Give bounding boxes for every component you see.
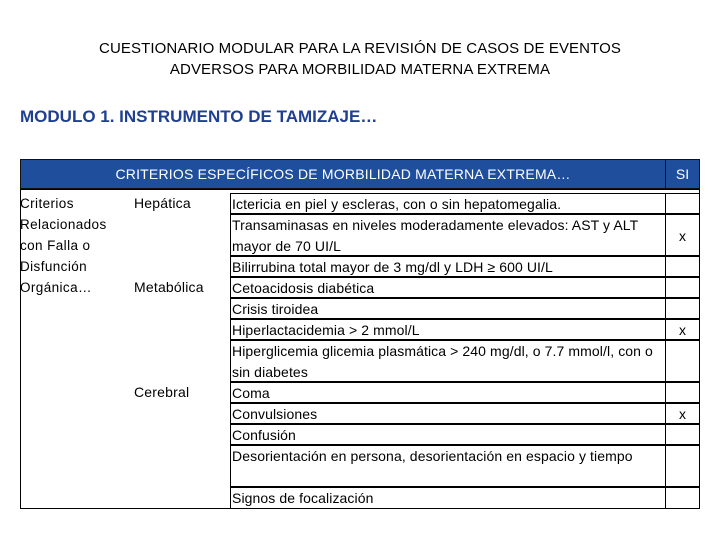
si-cell[interactable] <box>666 424 700 445</box>
criterion-cell: Bilirrubina total mayor de 3 mg/dl y LDH ≥ 600 UI/L <box>230 256 666 277</box>
criterion-cell: Signos de focalización <box>230 487 666 509</box>
system-hepatica: Hepática <box>134 195 191 211</box>
si-cell[interactable] <box>666 382 700 403</box>
si-cell[interactable] <box>666 487 700 509</box>
table-header-si <box>666 159 700 189</box>
criterion-cell: Coma <box>230 382 666 403</box>
header-criteria-label: CRITERIOS ESPECÍFICOS DE MORBILIDAD MATERNA EXTREMA… <box>115 166 571 182</box>
si-cell[interactable] <box>666 277 700 298</box>
si-cell[interactable] <box>666 193 700 214</box>
criterion-cell: Confusión <box>230 424 666 445</box>
title-line-1: CUESTIONARIO MODULAR PARA LA REVISIÓN DE CASOS DE EVENTOS <box>99 40 621 57</box>
si-cell[interactable]: x <box>666 403 700 424</box>
si-cell[interactable] <box>666 256 700 277</box>
si-cell[interactable] <box>666 340 700 382</box>
si-cell[interactable] <box>666 298 700 319</box>
system-cerebral: Cerebral <box>134 384 190 400</box>
criterion-cell: Convulsiones <box>230 403 666 424</box>
module-heading: MODULO 1. INSTRUMENTO DE TAMIZAJE… <box>20 107 378 126</box>
criterion-cell: Transaminasas en niveles moderadamente elevados: AST y ALT mayor de 70 UI/L <box>230 214 666 256</box>
criterion-cell: Crisis tiroidea <box>230 298 666 319</box>
criterion-cell: Ictericia en piel y escleras, con o sin hepatomegalia. <box>230 193 666 214</box>
si-cell[interactable]: x <box>666 319 700 340</box>
criterion-cell: Cetoacidosis diabética <box>230 277 666 298</box>
header-si-label: SI <box>675 166 690 182</box>
table-header-criteria <box>20 159 666 189</box>
criterion-cell: Hiperlactacidemia > 2 mmol/L <box>230 319 666 340</box>
group-label: Criterios Relacionados con Falla o Disfunción Orgánica… <box>20 196 107 295</box>
title-line-2: ADVERSOS PARA MORBILIDAD MATERNA EXTREMA <box>169 61 551 78</box>
si-cell[interactable] <box>666 445 700 487</box>
criterion-cell: Desorientación en persona, desorientación en espacio y tiempo <box>230 445 666 487</box>
system-metabolica: Metabólica <box>134 279 204 295</box>
criterion-cell: Hiperglicemia glicemia plasmática > 240 mg/dl, o 7.7 mmol/l, con o sin diabetes <box>230 340 666 382</box>
document-title <box>20 38 700 80</box>
si-cell[interactable]: x <box>666 214 700 256</box>
